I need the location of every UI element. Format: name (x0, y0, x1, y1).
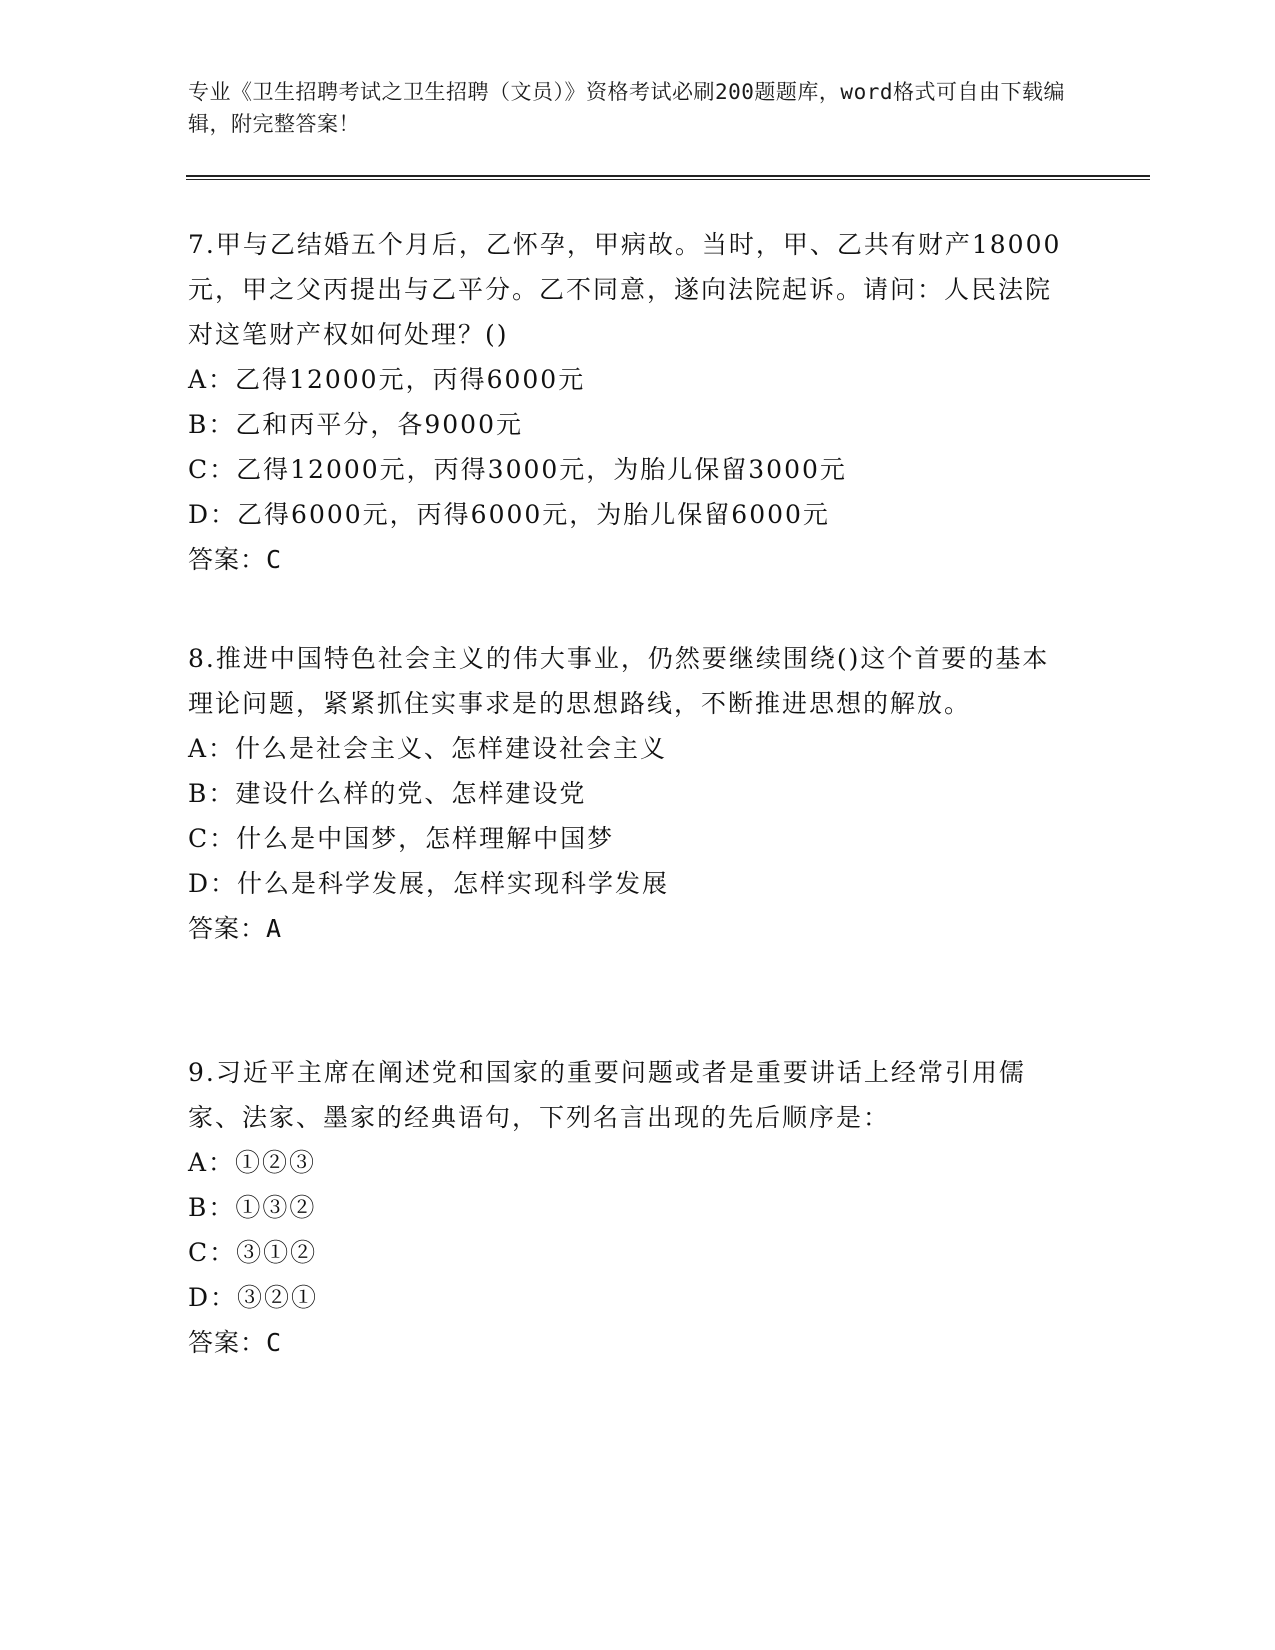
answer-line (188, 906, 1068, 951)
header-divider (186, 175, 1150, 180)
option-a: A：①②③ (188, 1148, 317, 1177)
answer-line (188, 1320, 1068, 1365)
option-c: C：乙得12000元，丙得3000元，为胎儿保留3000元 (188, 455, 847, 484)
question-stem: 8.推进中国特色社会主义的伟大事业，仍然要继续围绕()这个首要的基本理论问题，紧紧抓住实事求是的思想路线，不断推进思想的解放。 (188, 644, 1050, 718)
header-text: 专业《卫生招聘考试之卫生招聘（文员）》资格考试必刷200题题库，word格式可自由下载编辑，附完整答案！ (188, 80, 1065, 136)
answer-line (188, 537, 1068, 582)
answer-label: 答案： (188, 914, 267, 943)
answer-label: 答案： (188, 1328, 267, 1357)
option-b: B：①③② (188, 1193, 317, 1222)
option-a: A：乙得12000元，丙得6000元 (188, 365, 586, 394)
option-b: B：乙和丙平分，各9000元 (188, 410, 523, 439)
option-c: C：③①② (188, 1238, 318, 1267)
answer-value: C (266, 545, 283, 574)
option-d: D：什么是科学发展，怎样实现科学发展 (188, 869, 670, 898)
question-7 (188, 222, 1068, 582)
option-d: D：乙得6000元，丙得6000元，为胎儿保留6000元 (188, 500, 830, 529)
option-b: B：建设什么样的党、怎样建设党 (188, 779, 587, 808)
question-8 (188, 636, 1068, 951)
option-a: A：什么是社会主义、怎样建设社会主义 (188, 734, 668, 763)
question-stem: 7.甲与乙结婚五个月后，乙怀孕，甲病故。当时，甲、乙共有财产18000元，甲之父丙提出与乙平分。乙不同意，遂向法院起诉。请问：人民法院对这笔财产权如何处理？() (188, 230, 1062, 349)
option-d: D：③②① (188, 1283, 319, 1312)
option-c: C：什么是中国梦，怎样理解中国梦 (188, 824, 615, 853)
question-9 (188, 1050, 1068, 1365)
document-header (188, 76, 1068, 140)
question-stem: 9.习近平主席在阐述党和国家的重要问题或者是重要讲话上经常引用儒家、法家、墨家的经典语句，下列名言出现的先后顺序是： (188, 1058, 1026, 1132)
answer-value: A (266, 914, 283, 943)
answer-label: 答案： (188, 545, 267, 574)
answer-value: C (266, 1328, 283, 1357)
